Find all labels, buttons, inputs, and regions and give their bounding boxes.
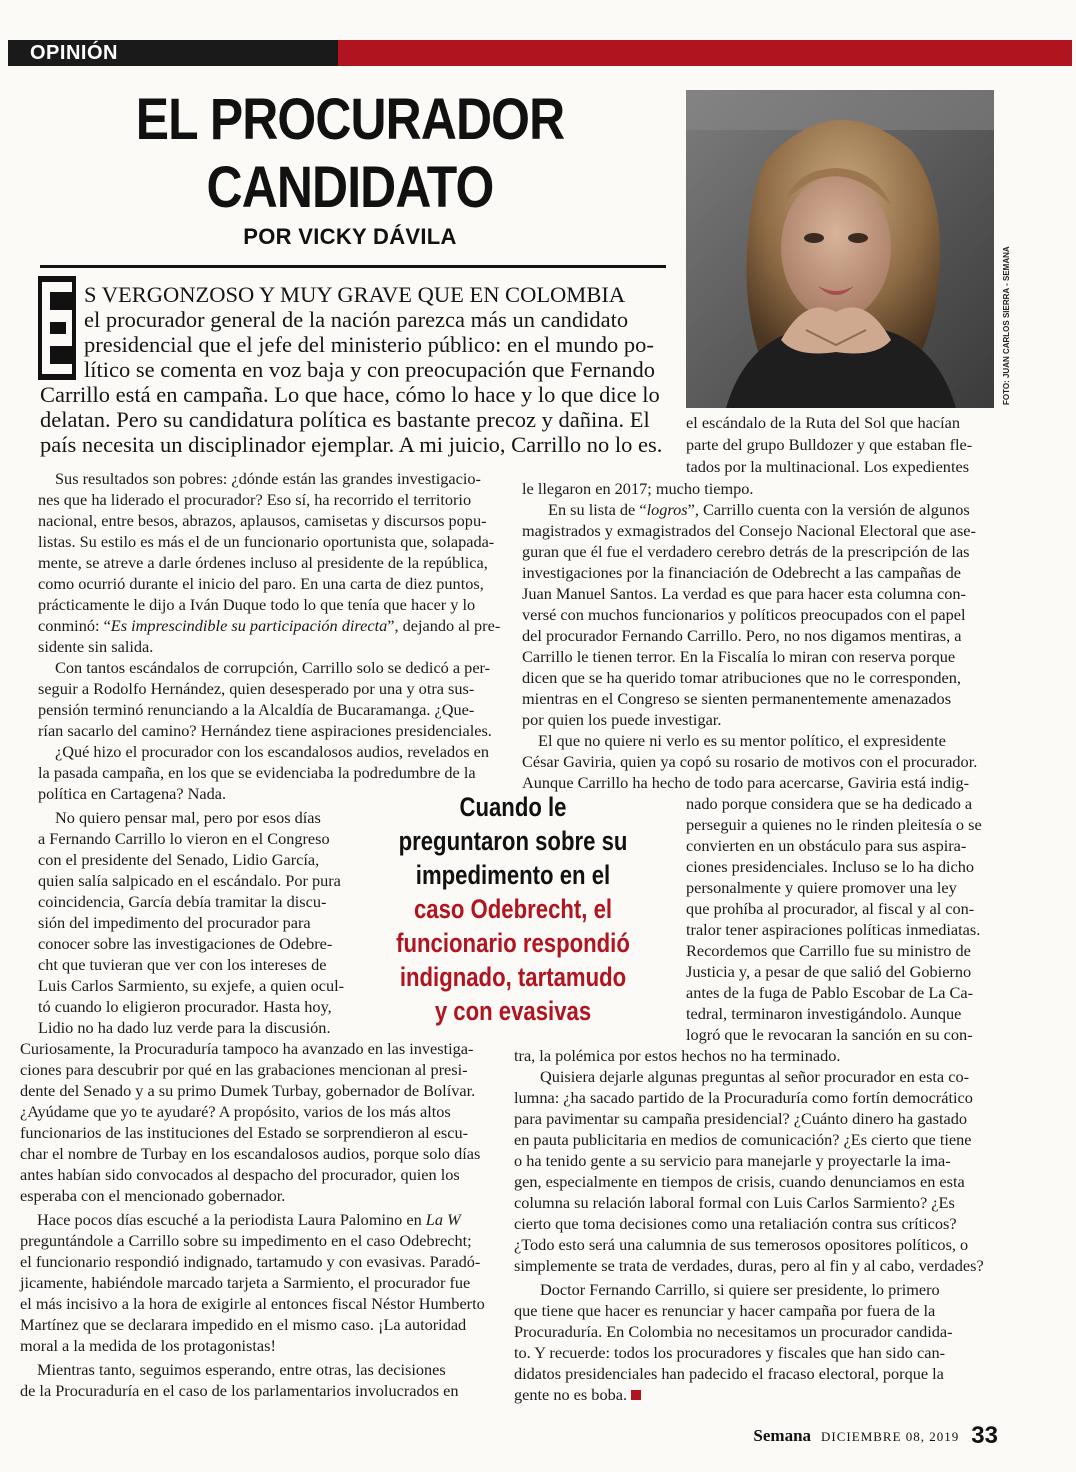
lead-line: país necesita un disciplinador ejemplar. A mi juicio, Carrillo no lo es.	[40, 432, 663, 457]
body-line: ¿Qué hizo el procurador con los escandalosos audios, revelados en	[55, 742, 490, 761]
lead-line: S VERGONZOSO Y MUY GRAVE QUE EN COLOMBIA	[84, 282, 626, 307]
body-line: política en Cartagena? Nada.	[38, 784, 227, 803]
page-footer	[753, 1420, 998, 1448]
body-line: En su lista de “logros”, Carrillo cuenta con la versión de algunos	[548, 500, 970, 519]
body-line: para pavimentar su campaña presidencial? ¿Cuánto dinero ha gastado	[514, 1109, 967, 1128]
magazine-name: Semana	[753, 1426, 812, 1445]
body-line: preguntándole a Carrillo sobre su impedimento en el caso Odebrecht;	[20, 1231, 472, 1250]
body-line: parte del grupo Bulldozer y que estaban fle-	[686, 435, 973, 454]
body-line: Mientras tanto, seguimos esperando, entre otras, las decisiones	[37, 1360, 446, 1379]
body-line: tó cuando lo eligieron procurador. Hasta hoy,	[38, 997, 332, 1016]
body-line: lumna: ¿ha sacado partido de la Procuraduría como fortín democrático	[514, 1088, 973, 1107]
body-line: gente no es boba.	[514, 1384, 641, 1405]
body-line: mientras en el Congreso se sienten permanentemente amenazados	[522, 689, 952, 708]
end-mark-icon	[631, 1390, 641, 1400]
body-line: Curiosamente, la Procuraduría tampoco ha avanzado en las investiga-	[20, 1039, 474, 1058]
issue-date: DICIEMBRE 08, 2019	[821, 1429, 960, 1444]
body-line: que tiene que hacer es renunciar y hacer campaña por fuera de la	[514, 1301, 936, 1320]
body-line: esperaba con el mencionado gobernador.	[20, 1186, 286, 1205]
body-line: ¿Ayúdame que yo te ayudaré? A propósito, varios de los más altos	[20, 1102, 451, 1121]
body-line: Martínez que se declarara impedido en el mismo caso. ¡La autoridad	[20, 1315, 467, 1334]
body-line: Luis Carlos Sarmiento, su exjefe, a quien ocul-	[38, 976, 345, 995]
body-line: nes que ha liderado el procurador? Eso sí, ha recorrido el territorio	[38, 490, 472, 509]
body-line: el funcionario respondió indignado, tartamudo y con evasivas. Paradó-	[20, 1252, 481, 1271]
body-line: conminó: “Es imprescindible su participación directa”, dejando al pre-	[38, 616, 501, 635]
body-line: Hace pocos días escuché a la periodista Laura Palomino en La W	[37, 1210, 461, 1229]
body-line: jicamente, habiéndole marcado tarjeta a Sarmiento, el procurador fue	[20, 1273, 471, 1292]
body-line: mente, se atreve a darle órdenes incluso al presidente de la república,	[38, 553, 488, 572]
body-line: o ha tenido gente a su servicio para manejarle y proyectarle la ima-	[514, 1151, 951, 1170]
body-line: rían sacarlo del camino? Hernández tiene aspiraciones presidenciales.	[38, 721, 492, 740]
pull-quote-line: indignado, tartamudo	[399, 962, 627, 992]
body-line: Aunque Carrillo ha hecho de todo para acercarse, Gaviria está indig-	[522, 773, 970, 792]
lead-line: Carrillo está en campaña. Lo que hace, cómo lo hace y lo que dice lo	[40, 382, 660, 407]
lead-line: lítico se comenta en voz baja y con preocupación que Fernando	[84, 357, 656, 382]
body-line: didatos presidenciales han padecido el fracaso electoral, porque la	[514, 1364, 944, 1383]
body-line: columna su relación laboral formal con Luis Carlos Sarmiento? ¿Es	[514, 1193, 955, 1212]
body-line: dicen que se ha querido tomar atribuciones que no le corresponden,	[522, 668, 961, 687]
body-line: Juan Manuel Santos. La verdad es que para hacer esta columna con-	[522, 584, 966, 603]
section-band	[8, 40, 1072, 66]
body-line: gen, especialmente en tiempos de crisis, cuando denunciamos en esta	[514, 1172, 965, 1191]
pull-quote-line: funcionario respondió	[396, 928, 630, 958]
body-line: tados por la multinacional. Los expedientes	[686, 457, 970, 476]
body-line: Recordemos que Carrillo fue su ministro de	[686, 941, 971, 960]
body-line: antes de la fuga de Pablo Escobar de La Ca-	[686, 983, 974, 1002]
body-line: versé con muchos funcionarios y políticos preocupados con el papel	[522, 605, 966, 624]
body-line: le llegaron en 2017; mucho tiempo.	[522, 479, 754, 498]
lead-line: el procurador general de la nación parezca más un candidato	[84, 307, 629, 332]
body-line: simplemente se trata de verdades, duras, pero al fin y al cabo, verdades?	[514, 1256, 984, 1275]
body-line: Sus resultados son pobres: ¿dónde están las grandes investigacio-	[55, 469, 481, 488]
headline	[83, 86, 616, 222]
body-line: cierto que toma decisiones como una retaliación contra sus críticos?	[514, 1214, 957, 1233]
body-line: char el nombre de Turbay en los escandalosos audios, porque solo días	[20, 1144, 481, 1163]
body-line: antes habían sido convocados al despacho del procurador, quien los	[20, 1165, 460, 1184]
body-line: Carrillo le tienen terror. En la Fiscalía lo miran con reserva porque	[522, 647, 956, 666]
pull-quote-line: impedimento en el	[415, 860, 611, 890]
body-line: conocer sobre las investigaciones de Odebre-	[38, 934, 333, 953]
body-line: César Gaviria, quien ya copó su rosario de motivos con el procurador.	[522, 752, 978, 771]
body-line: nado porque considera que se ha dedicado a	[686, 794, 973, 813]
author-photo	[686, 90, 994, 408]
body-line: to. Y recuerde: todos los procuradores y fiscales que han sido can-	[514, 1343, 946, 1362]
body-line: Lidio no ha dado luz verde para la discusión.	[38, 1018, 331, 1037]
lead-line: presidencial que el jefe del ministerio público: en el mundo po-	[84, 332, 654, 357]
page-number: 33	[971, 1422, 998, 1449]
pull-quote-line: Cuando le	[459, 792, 567, 822]
body-line: que prohíba al procurador, al fiscal y al con-	[686, 899, 975, 918]
headline-rule	[40, 265, 666, 268]
body-line: de la Procuraduría en el caso de los parlamentarios involucrados en	[20, 1381, 459, 1400]
headline-line-1: EL PROCURADOR	[135, 87, 565, 152]
body-line: El que no quiere ni verlo es su mentor político, el expresidente	[538, 731, 946, 750]
body-line: dente del Senado y a su primo Dumek Turbay, gobernador de Bolívar.	[20, 1081, 476, 1100]
body-line: perseguir a quienes no le rinden pleitesía o se	[686, 815, 982, 834]
body-line: el más incisivo a la hora de exigirle al entonces fiscal Néstor Humberto	[20, 1294, 485, 1313]
body-line: quien salía salpicado en el escándalo. Por pura	[38, 871, 341, 890]
body-line: No quiero pensar mal, pero por esos días	[55, 808, 321, 827]
body-line: seguir a Rodolfo Hernández, quien desesperado por una y otra sus-	[38, 679, 475, 698]
body-line: prácticamente le dijo a Iván Duque todo lo que tenía que hacer y lo	[38, 595, 476, 614]
body-line: a Fernando Carrillo lo vieron en el Congreso	[38, 829, 330, 848]
body-line: el escándalo de la Ruta del Sol que hacían	[686, 413, 960, 432]
body-line: por quien los puede investigar.	[522, 710, 722, 729]
byline: POR VICKY DÁVILA	[243, 224, 457, 249]
section-label: OPINIÓN	[30, 42, 118, 64]
body-line: guran que él fue el verdadero cerebro detrás de la prescripción de las	[522, 542, 970, 561]
body-line: Quisiera dejarle algunas preguntas al señor procurador en esta co-	[540, 1067, 970, 1086]
body-line: sidente sin salida.	[38, 637, 154, 656]
body-line: coincidencia, García debía tramitar la discu-	[38, 892, 327, 911]
body-line: investigaciones por la financiación de Odebrecht a las campañas de	[522, 563, 961, 582]
body-line: personalmente y quiere promover una ley	[686, 878, 957, 897]
body-line: convierten en un obstáculo para sus aspira-	[686, 836, 967, 855]
body-line: funcionarios de las instituciones del Estado se sorprendieron al escu-	[20, 1123, 469, 1142]
body-line: Con tantos escándalos de corrupción, Carrillo solo se dedicó a per-	[55, 658, 491, 677]
body-line: ciones presidenciales. Incluso se lo ha dicho	[686, 857, 974, 876]
body-line: Doctor Fernando Carrillo, si quiere ser presidente, lo primero	[540, 1280, 940, 1299]
body-line: Justicia y, a pesar de que salió del Gobierno	[686, 962, 972, 981]
body-line: listas. Su estilo es más el de un funcionario oportunista que, solapada-	[38, 532, 495, 551]
body-line: nacional, entre besos, abrazos, aplausos, camisetas y discursos popu-	[38, 511, 487, 530]
pull-quote-line: y con evasivas	[434, 996, 592, 1026]
lead-line: delatan. Pero su candidatura política es bastante precoz y dañina. El	[40, 407, 650, 432]
pull-quote-line: preguntaron sobre su	[398, 826, 628, 856]
headline-line-2: CANDIDATO	[206, 155, 494, 220]
body-line: en pauta publicitaria en medios de comunicación? ¿Es cierto que tiene	[514, 1130, 972, 1149]
body-line: tra, la polémica por estos hechos no ha terminado.	[514, 1046, 841, 1065]
body-line: tralor tener aspiraciones políticas inmediatas.	[686, 920, 981, 939]
body-line: la pasada campaña, en los que se evidenciaba la podredumbre de la	[38, 763, 476, 782]
body-line: ¿Todo esto será una calumnia de sus temerosos opositores políticos, o	[514, 1235, 969, 1254]
body-line: del procurador Fernando Carrillo. Pero, no nos digamos mentiras, a	[522, 626, 962, 645]
body-line: Procuraduría. En Colombia no necesitamos un procurador candida-	[514, 1322, 953, 1341]
body-line: ciones para descubrir por qué en las grabaciones mencionan al presi-	[20, 1060, 468, 1079]
body-line: moral a la medida de los protagonistas!	[20, 1336, 276, 1355]
body-line: sión del impedimento del procurador para	[38, 913, 311, 932]
body-line: cht que tuvieran que ver con los intereses de	[38, 955, 327, 974]
body-line: magistrados y exmagistrados del Consejo Nacional Electoral que ase-	[522, 521, 976, 540]
photo-credit: FOTO: JUAN CARLOS SIERRA - SEMANA	[1002, 246, 1011, 405]
drop-cap	[38, 276, 76, 380]
body-line: pensión terminó renunciando a la Alcaldía de Bucaramanga. ¿Que-	[38, 700, 475, 719]
body-line: con el presidente del Senado, Lidio García,	[38, 850, 320, 869]
pull-quote	[352, 790, 674, 1028]
pull-quote-line: caso Odebrecht, el	[413, 894, 613, 924]
body-line: logró que le revocaran la sanción en su con-	[686, 1025, 973, 1044]
body-line: como ocurrió durante el inicio del paro. En una carta de diez puntos,	[38, 574, 484, 593]
body-line: tedral, terminaron investigándolo. Aunque	[686, 1004, 962, 1023]
